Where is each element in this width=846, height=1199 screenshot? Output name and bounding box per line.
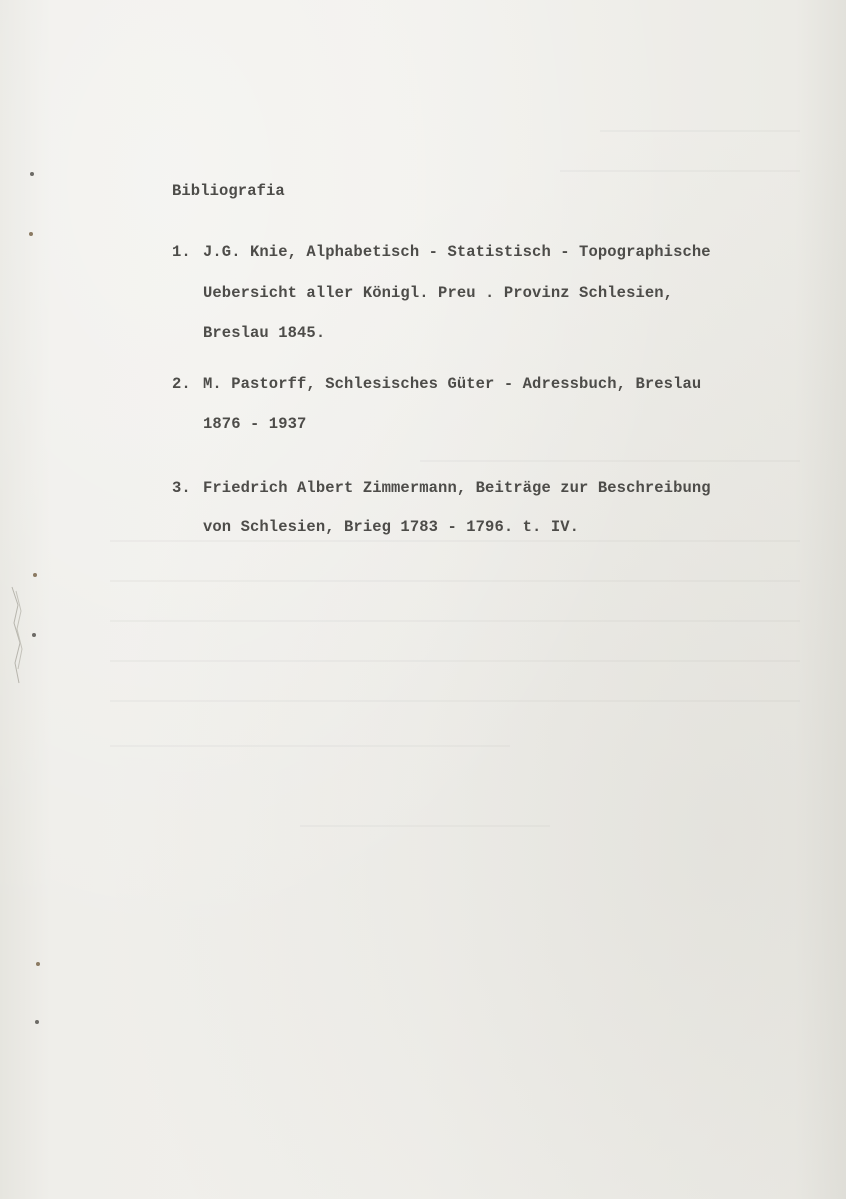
show-through-line bbox=[110, 580, 800, 582]
punch-hole-mark bbox=[33, 573, 37, 577]
show-through-line bbox=[110, 540, 800, 542]
punch-hole-mark bbox=[30, 172, 34, 176]
entry-line: J.G. Knie, Alphabetisch - Statistisch - Topographische bbox=[203, 243, 711, 261]
entry-number: 2. bbox=[172, 375, 191, 393]
punch-hole-mark bbox=[29, 232, 33, 236]
bibliography-heading: Bibliografia bbox=[172, 182, 285, 200]
show-through-line bbox=[300, 825, 550, 827]
show-through-line bbox=[600, 130, 800, 132]
entry-line: Friedrich Albert Zimmermann, Beiträge zur Beschreibung bbox=[203, 479, 711, 497]
punch-hole-mark bbox=[32, 633, 36, 637]
show-through-line bbox=[110, 700, 800, 702]
entry-line: von Schlesien, Brieg 1783 - 1796. t. IV. bbox=[203, 518, 580, 536]
show-through-line bbox=[420, 460, 800, 462]
punch-hole-mark bbox=[36, 962, 40, 966]
entry-number: 3. bbox=[172, 479, 191, 497]
entry-number: 1. bbox=[172, 243, 191, 261]
entry-line: M. Pastorff, Schlesisches Güter - Adressbuch, Breslau bbox=[203, 375, 702, 393]
show-through-line bbox=[110, 620, 800, 622]
entry-line: 1876 - 1937 bbox=[203, 415, 307, 433]
show-through-line bbox=[110, 660, 800, 662]
entry-line: Breslau 1845. bbox=[203, 324, 326, 342]
paper-crease-mark bbox=[8, 585, 26, 685]
punch-hole-mark bbox=[35, 1020, 39, 1024]
show-through-line bbox=[110, 745, 510, 747]
show-through-line bbox=[560, 170, 800, 172]
entry-line: Uebersicht aller Königl. Preu . Provinz Schlesien, bbox=[203, 284, 674, 302]
